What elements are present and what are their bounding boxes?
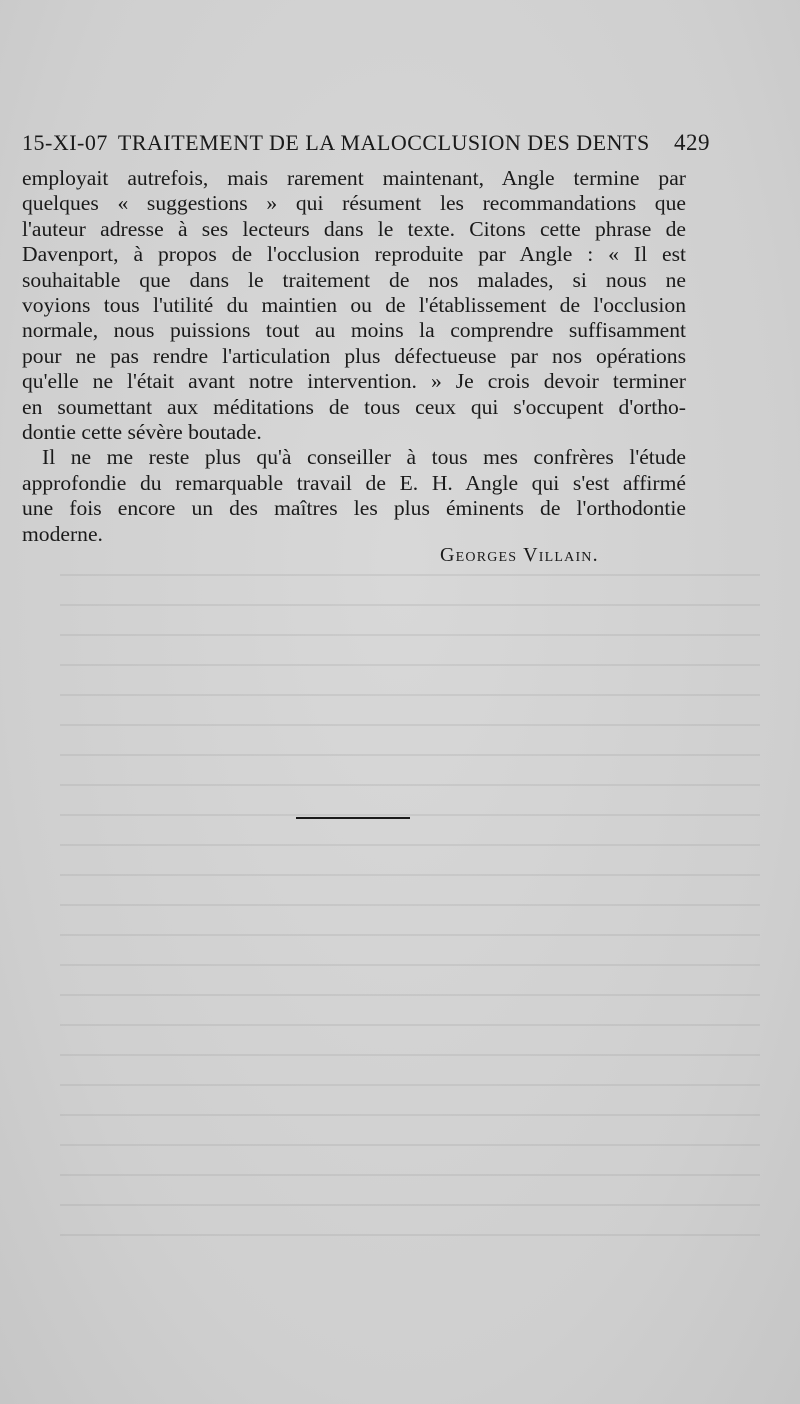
paragraph	[22, 445, 686, 547]
text-line: voyions tous l'utilité du maintien ou de l'établissement de l'occlusion	[22, 293, 686, 318]
page-number: 429	[674, 130, 710, 155]
text-line: l'auteur adresse à ses lecteurs dans le texte. Citons cette phrase de	[22, 216, 686, 241]
text-line: pour ne pas rendre l'articulation plus défectueuse par nos opérations	[22, 343, 686, 368]
text-line: employait autrefois, mais rarement maintenant, Angle termine par	[22, 166, 686, 190]
text-line: souhaitable que dans le traitement de nos malades, si nous ne	[22, 267, 686, 292]
header-date: 15-XI-07	[22, 130, 108, 155]
text-line: moderne.	[22, 521, 103, 546]
text-line: Il ne me reste plus qu'à conseiller à tous mes confrères l'étude	[42, 445, 686, 470]
text-line: dontie cette sévère boutade.	[22, 420, 262, 445]
header-title: TRAITEMENT DE LA MALOCCLUSION DES DENTS	[117, 130, 650, 155]
text-line: une fois encore un des maîtres les plus éminents de l'orthodontie	[22, 496, 686, 521]
paragraph	[22, 166, 686, 445]
show-through-texture	[60, 560, 760, 1260]
text-line: quelques « suggestions » qui résument les recommandations que	[22, 191, 686, 216]
article-body	[22, 166, 686, 547]
text-line: Davenport, à propos de l'occlusion reproduite par Angle : « Il est	[22, 242, 686, 267]
author-signature: Georges Villain.	[440, 544, 599, 566]
section-rule	[296, 817, 410, 819]
text-line: qu'elle ne l'était avant notre intervention. » Je crois devoir terminer	[22, 369, 686, 394]
text-line: approfondie du remarquable travail de E. H. Angle qui s'est affirmé	[22, 470, 686, 495]
text-line: normale, nous puissions tout au moins la comprendre suffisamment	[22, 318, 686, 343]
text-line: en soumettant aux méditations de tous ceux qui s'occupent d'ortho-	[22, 394, 686, 419]
running-header	[22, 130, 710, 166]
